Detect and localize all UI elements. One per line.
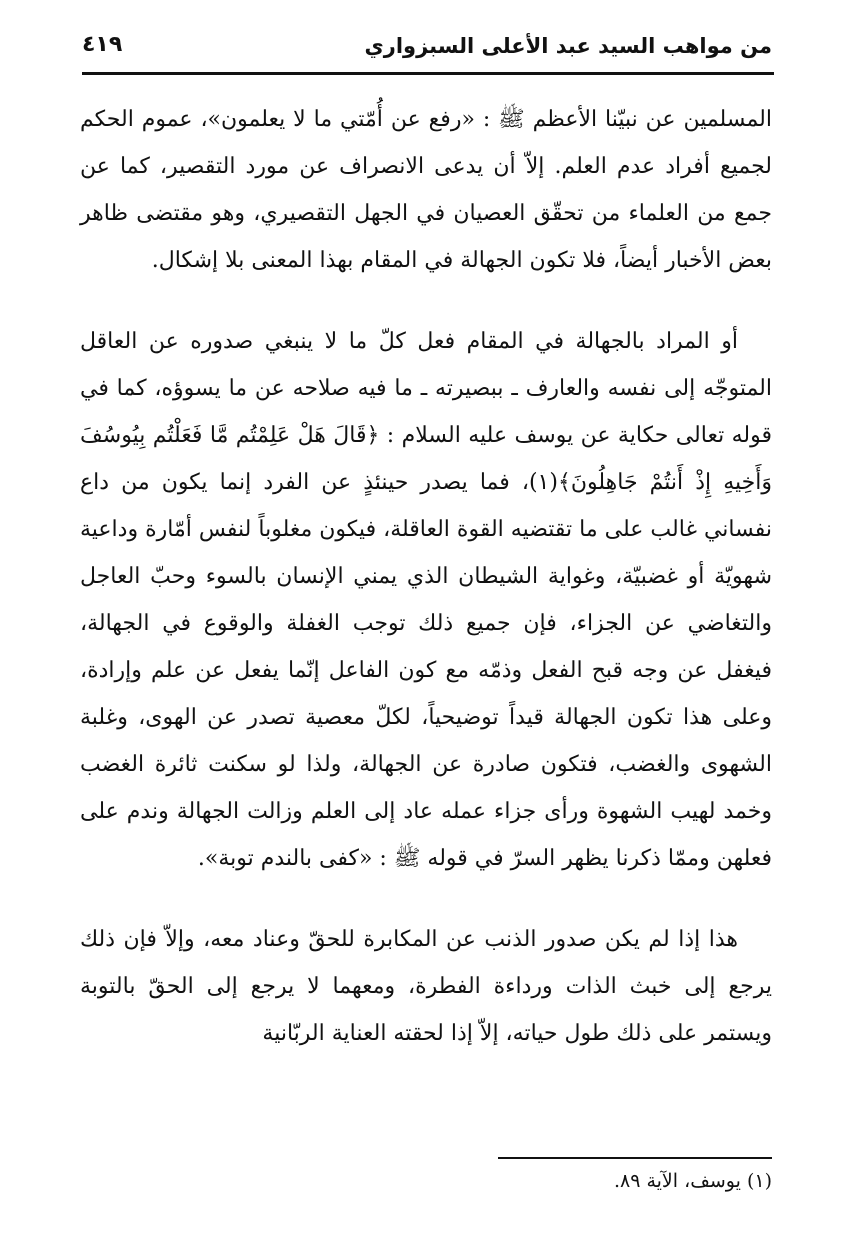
running-header bbox=[82, 30, 772, 70]
book-title: من مواهب السيد عبد الأعلى السبزواري bbox=[364, 34, 772, 58]
paragraph-1: المسلمين عن نبيّنا الأعظم ﷺ : «رفع عن أُمّتي ما لا يعلمون»، عموم الحكم لجميع أفراد عدم العلم. إلاّ أن يدعى الانصراف عن مورد التقصير، كما عن جمع من العلماء من تحقّق العصيان في الجهل التقصيري، وهو مقتضى ظاهر بعض الأخبار أيضاً، فلا تكون الجهالة في المقام بهذا المعنى بلا إشكال. bbox=[80, 107, 772, 273]
paragraph-spacer bbox=[80, 882, 772, 916]
paragraph-spacer bbox=[80, 284, 772, 318]
footnote-divider bbox=[498, 1157, 772, 1159]
paragraph-2: أو المراد بالجهالة في المقام فعل كلّ ما لا ينبغي صدوره عن العاقل المتوجّه إلى نفسه والعارف ـ ببصيرته ـ ما فيه صلاحه عن ما يسوؤه، كما في قوله تعالى حكاية عن يوسف عليه السلام : ﴿قَالَ هَلْ عَلِمْتُم مَّا فَعَلْتُم بِيُوسُفَ وَأَخِيهِ إِذْ أَنتُمْ جَاهِلُونَ﴾(١)، فما يصدر حينئذٍ عن الفرد إنما يكون من داع نفساني غالب على ما تقتضيه القوة العاقلة، فيكون مغلوباً لنفس أمّارة وداعية شهويّة أو غضبيّة، وغواية الشيطان الذي يمني الإنسان بالسوء وحبّ العاجل والتغاضي عن الجزاء، فإن جميع ذلك توجب الغفلة والوقوع في الجهالة، فيغفل عن وجه قبح الفعل وذمّه مع كون الفاعل إنّما يفعل عن علم وإرادة، وعلى هذا تكون الجهالة قيداً توضيحياً، لكلّ معصية تصدر عن الهوى، وغلبة الشهوى والغضب، فتكون صادرة عن الجهالة، ولذا لو سكنت ثائرة الغضب وخمد لهيب الشهوة ورأى جزاء عمله عاد إلى العلم وزالت الجهالة وندم على فعلهن وممّا ذكرنا يظهر السرّ في قوله ﷺ : «كفى بالندم توبة». bbox=[80, 329, 772, 871]
page-number: ٤١٩ bbox=[82, 32, 123, 57]
header-divider bbox=[82, 72, 774, 75]
body-text bbox=[80, 96, 772, 1057]
paragraph-3: هذا إذا لم يكن صدور الذنب عن المكابرة للحقّ وعناد معه، وإلاّ فإن ذلك يرجع إلى خبث الذات ورداءة الفطرة، ومعهما لا يرجع إلى الحقّ بالتوبة ويستمر على ذلك طول حياته، إلاّ إذا لحقته العناية الربّانية bbox=[80, 927, 772, 1046]
footnote: (١) يوسف، الآية ٨٩. bbox=[613, 1170, 772, 1192]
